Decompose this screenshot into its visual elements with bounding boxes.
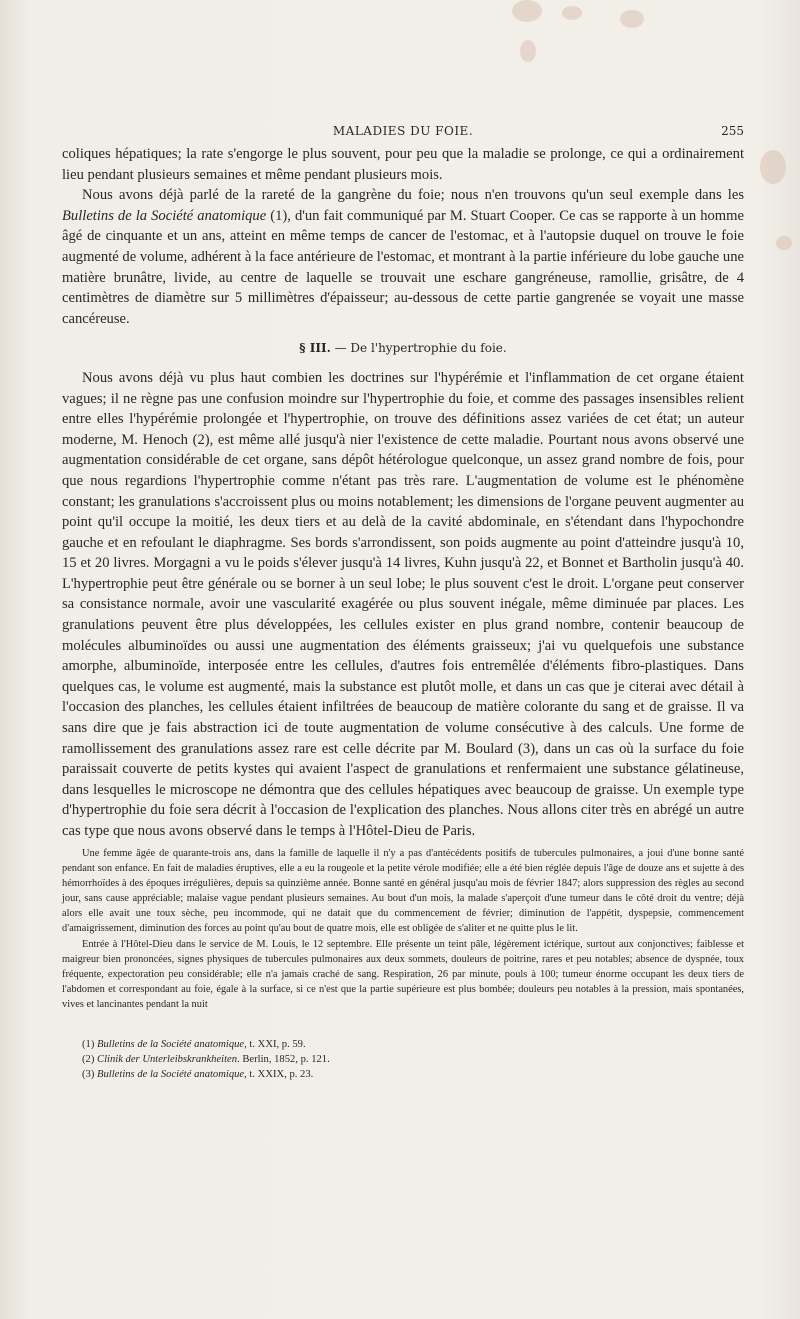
footnote-reference: . Berlin, 1852, p. 121. [237, 1054, 330, 1065]
page-header [62, 124, 744, 144]
cited-title: Bulletins de la Société anatomique [62, 207, 267, 224]
footnote-number: (3) [82, 1069, 95, 1080]
footnote [62, 1037, 744, 1052]
paper-stain [620, 10, 644, 28]
main-text [62, 144, 744, 842]
page-number: 255 [721, 124, 744, 138]
footnotes [62, 1037, 744, 1082]
footnote [62, 1067, 744, 1082]
footnote-reference: , t. XXI, p. 59. [244, 1039, 306, 1050]
observation-paragraph: Entrée à l'Hôtel-Dieu dans le service de M. Louis, le 12 septembre. Elle présente un teint pâle, légèrement ictérique, surtout aux conjonctives; faiblesse et maigreur bien prononcées, signes physiques de tubercules pulmonaires aux deux sommets, douleurs de poitrine, rares et peu notables; absence de dyspnée, toux fréquente, expectoration peu considérable; elle n'a jamais craché de sang. Respiration, 26 par minute, pouls à 100; tumeur énorme occupant les deux tiers de l'abdomen et correspondant au foie, égale à la surface, si ce n'est que la partie supérieure est plus bombée; douleurs peu notables à la pression, mais spontanées, vives et lancinantes pendant la nuit [62, 938, 744, 1010]
observation-paragraph: Une femme âgée de quarante-trois ans, dans la famille de laquelle il n'y a pas d'antécédents positifs de tubercules pulmonaires, a joui d'une bonne santé pendant son enfance. En fait de maladies éruptives, elle a eu la rougeole et la petite vérole modifiée; elle a été bien réglée depuis l'âge de douze ans et sujette à des hémorrhoïdes à des époques irrégulières, depuis sa quinzième année. Bonne santé en général jusqu'au mois de février 1847; alors suppression des règles au second jour, sans cause appréciable; malaise vague pendant plusieurs semaines. Au bout d'un mois, la malade s'aperçoit d'une tumeur dans le côté droit du ventre; déjà alors elle avait une toux sèche, peu incommode, qui ne datait que du commencement de février; diminution de l'appétit, dyspepsie, commencement d'amaigrissement, diminution des forces au point qu'au bout de quatre mois, elle est obligée de s'aliter et ne quitte plus le lit. [62, 848, 744, 935]
paper-stain [776, 236, 792, 250]
paper-stain [520, 40, 536, 62]
footnote-title: Bulletins de la Société anatomique [97, 1069, 245, 1080]
footnote [62, 1052, 744, 1067]
paragraph-text: (1), d'un fait communiqué par M. Stuart Cooper. Ce cas se rapporte à un homme âgé de cinquante et un ans, atteint en même temps de cancer de l'estomac, et à l'autopsie duquel on trouve le foie augmenté de volume, adhérent à la face antérieure de l'estomac, et montrant à la partie inférieure du lobe gauche une matière brunâtre, livide, au centre de laquelle se trouvait une eschare gangréneuse, ramollie, grisâtre, de 4 centimètres de diamètre sur 5 millimètres d'épaisseur; au-dessous de cette partie gangrenée se voyait une masse cancéreuse. [62, 207, 744, 327]
case-observation [62, 846, 744, 1012]
footnote-number: (1) [82, 1039, 95, 1050]
paragraph: Nous avons déjà vu plus haut combien les doctrines sur l'hypérémie et l'inflammation de cet organe étaient vagues; il ne règne pas une confusion moindre sur l'hypertrophie du foie, et comme des passages insensibles relient entre elles l'hypérémie prolongée et l'hypertrophie, on trouve des définitions assez variées de cet état; un auteur moderne, M. Henoch (2), est même allé jusqu'à nier l'existence de cette maladie. Pourtant nous avons observé une augmentation considérable de cet organe, sans dépôt hétérologue quelconque, un assez grand nombre de fois, pour que nous regardions l'hypertrophie comme n'étant pas très rare. L'augmentation de volume est le phénomène constant; les granulations s'accroissent plus ou moins notablement; les dimensions de l'organe peuvent augmenter au point qu'il occupe la moitié, les deux tiers et au delà de la cavité abdominale, en s'étendant dans l'hypochondre gauche et en refoulant le diaphragme. Ses bords s'arrondissent, son poids augmente au point d'atteindre jusqu'à 10, 15 et 20 livres. Morgagni a vu le poids s'élever jusqu'à 14 livres, Kuhn jusqu'à 22, et Bonnet et Bartholin jusqu'à 40. L'hypertrophie peut être générale ou se borner à un seul lobe; le plus souvent c'est le droit. L'organe peut conserver sa consistance normale, avoir une vascularité exagérée ou plus souvent inégale, même diminuée par places. Les granulations peuvent être plus développées, les cellules exister en plus grand nombre, contenir beaucoup de molécules albuminoïdes ou aussi une augmentation des éléments graisseux; j'ai vu quelquefois une substance amorphe, albuminoïde, interposée entre les cellules, d'autres fois entremêlée d'éléments fibro-plastiques. Dans quelques cas, le volume est augmenté, mais la substance est plutôt molle, et dans un cas que je citerai avec détail à l'occasion des planches, les cellules étaient infiltrées de beaucoup de matière colorante du sang et de graisse. Il va sans dire que je fais abstraction ici de toute augmentation de volume consécutive à des calculs. Une forme de ramollissement des granulations assez rare est celle décrite par M. Boulard (3), dans un cas où la surface du foie paraissait couverte de petits kystes qui avaient l'aspect de granulations et renfermaient une substance gélatineuse, dans lesquelles le microscope ne démontra que des cellules hépatiques avec beaucoup de graisse. Un exemple type d'hypertrophie du foie sera décrit à l'occasion de l'explication des planches. Nous allons citer très en abrégé un autre cas type que nous avons observé dans le temps à l'Hôtel-Dieu de Paris. [62, 369, 744, 839]
section-title: — De l'hypertrophie du foie. [334, 341, 507, 356]
section-number: § III. [299, 341, 331, 356]
paragraph: coliques hépatiques; la rate s'engorge le plus souvent, pour peu que la maladie se prolonge, ce qui a ordinairement lieu pendant plusieurs semaines et même pendant plusieurs mois. [62, 146, 744, 183]
footnote-title: Clinik der Unterleibskrankheiten [97, 1054, 238, 1065]
paper-stain [512, 0, 542, 22]
paragraph-text: Nous avons déjà parlé de la rareté de la gangrène du foie; nous n'en trouvons qu'un seul exemple dans les [82, 187, 744, 204]
footnote-reference: , t. XXIX, p. 23. [244, 1069, 314, 1080]
running-title: MALADIES DU FOIE. [332, 124, 474, 138]
paper-stain [760, 150, 786, 184]
paragraph [62, 185, 744, 329]
footnote-number: (2) [82, 1054, 95, 1065]
paper-stain [562, 6, 582, 20]
footnote-title: Bulletins de la Société anatomique [97, 1039, 245, 1050]
section-heading [62, 338, 744, 359]
